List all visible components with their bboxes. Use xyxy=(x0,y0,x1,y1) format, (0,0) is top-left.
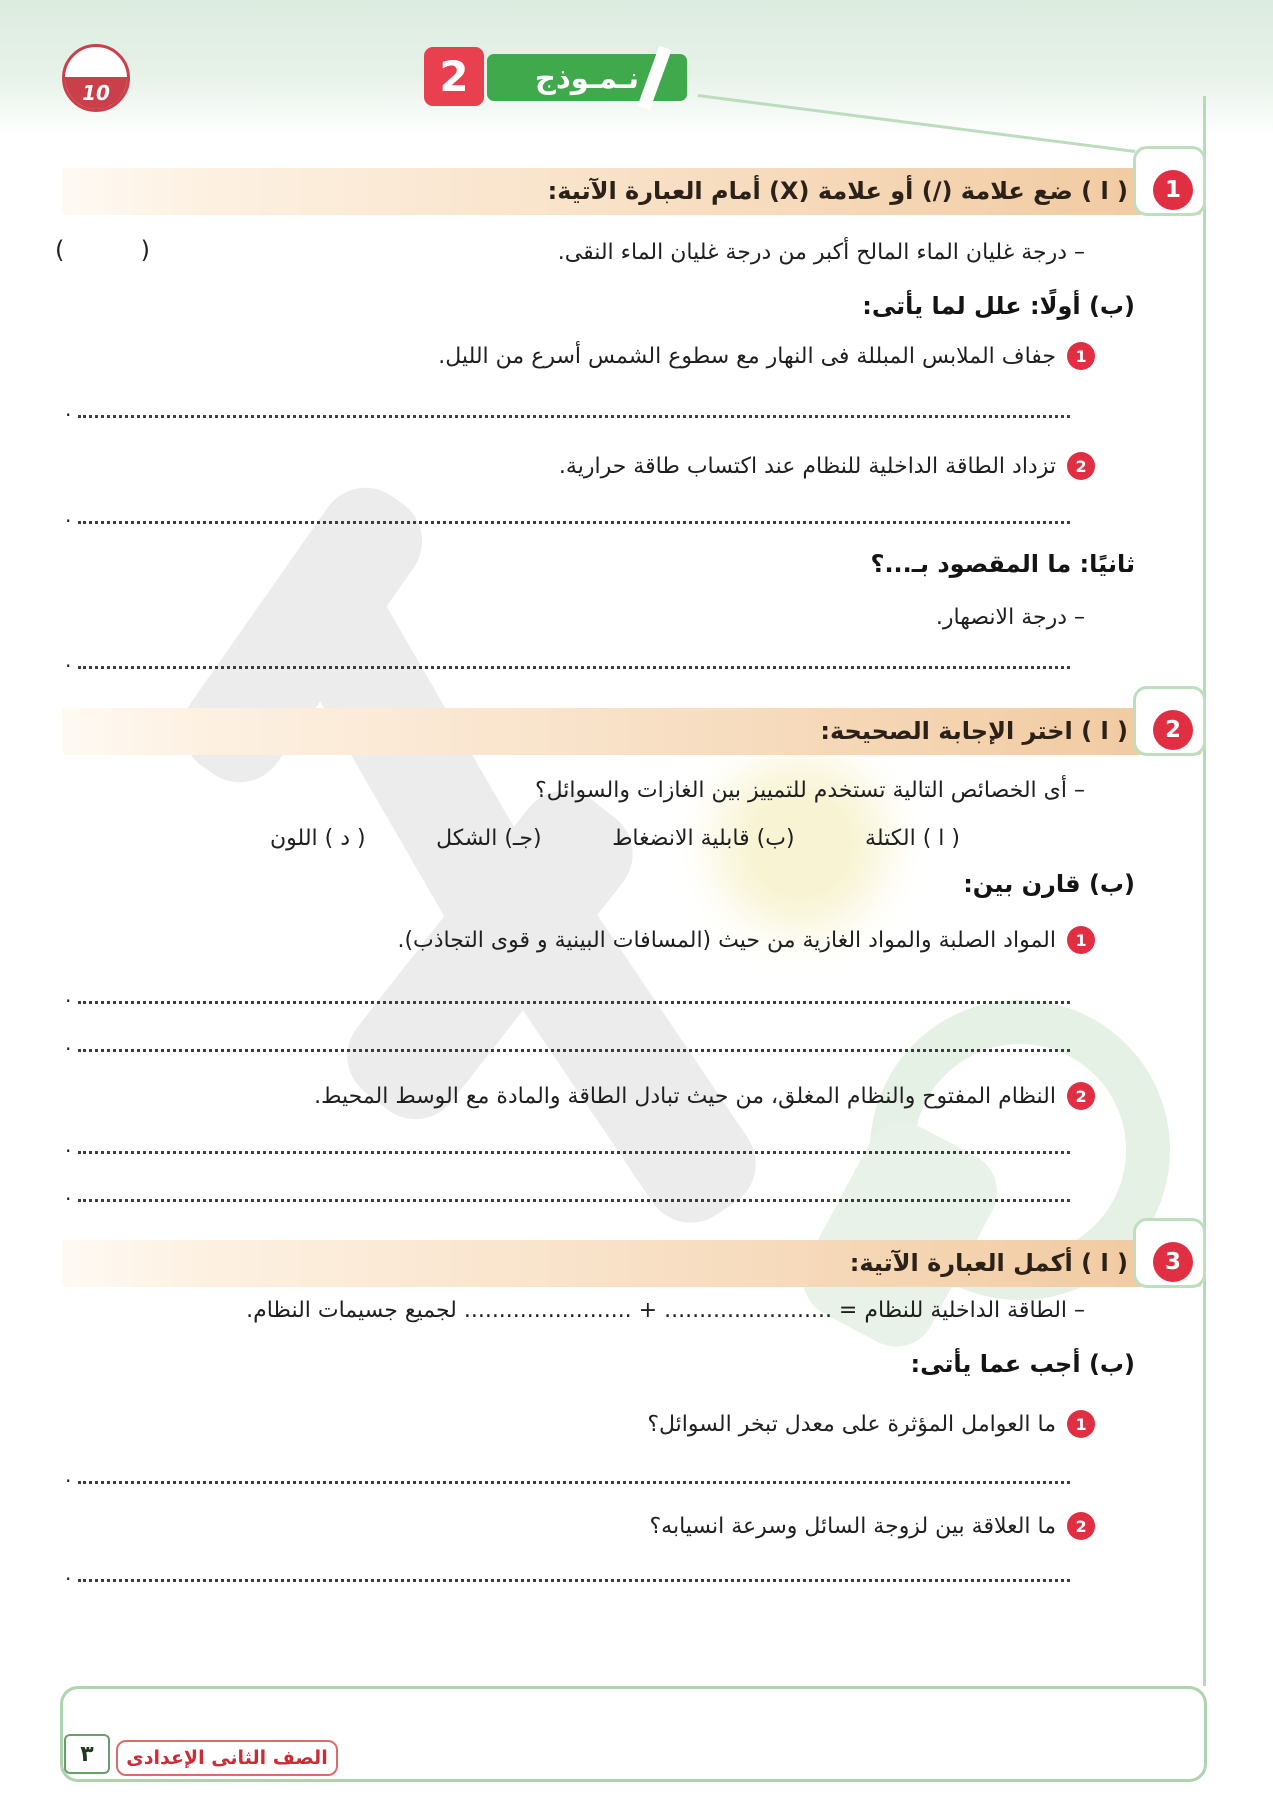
answer-item-1 xyxy=(647,1410,1095,1438)
item-number-badge: 1 xyxy=(1067,342,1095,370)
section-2-strip xyxy=(62,708,1202,755)
mcq-choice-d: ( د ) اللون xyxy=(270,826,366,851)
explain-item-1 xyxy=(438,342,1095,370)
completion-statement: – الطاقة الداخلية للنظام = ........................ + ........................ لجميع جسيمات النظام. xyxy=(246,1298,1085,1323)
item-number-badge: 2 xyxy=(1067,1512,1095,1540)
compare-item-1 xyxy=(397,926,1095,954)
explain-item-2-text: تزداد الطاقة الداخلية للنظام عند اكتساب طاقة حرارية. xyxy=(558,453,1056,479)
answer-item-2-text: ما العلاقة بين لزوجة السائل وسرعة انسيابه؟ xyxy=(649,1513,1056,1539)
mcq-question: – أى الخصائص التالية تستخدم للتمييز بين الغازات والسوائل؟ xyxy=(534,778,1085,803)
answer-dotted-line xyxy=(78,412,1070,418)
section-2-number-badge: 2 xyxy=(1153,710,1193,750)
compare-item-2-text: النظام المفتوح والنظام المغلق، من حيث تبادل الطاقة والمادة مع الوسط المحيط. xyxy=(314,1083,1056,1109)
item-number-badge: 1 xyxy=(1067,1410,1095,1438)
mcq-choice-a: ( ا ) الكتلة xyxy=(865,826,960,851)
subsection-compare-heading: (ب) قارن بين: xyxy=(963,870,1135,898)
answer-dotted-line xyxy=(78,518,1070,524)
section-3-header xyxy=(0,1218,1273,1290)
answer-dotted-line xyxy=(78,1478,1070,1484)
section-2-header xyxy=(0,686,1273,758)
subsection-answer-heading: (ب) أجب عما يأتى: xyxy=(910,1350,1135,1378)
subsection-explain-heading: (ب) أولًا: علل لما يأتى: xyxy=(862,292,1135,320)
section-2-title: ( ا ) اختر الإجابة الصحيحة: xyxy=(820,717,1128,745)
subsection-definition-heading: ثانيًا: ما المقصود بـ...؟ xyxy=(870,550,1135,578)
answer-dotted-line xyxy=(78,1576,1070,1582)
item-number-badge: 2 xyxy=(1067,1082,1095,1110)
section-1-title: ( ا ) ضع علامة (/) أو علامة (X) أمام العبارة الآتية: xyxy=(547,177,1128,205)
compare-item-1-text: المواد الصلبة والمواد الغازية من حيث (المسافات البينية و قوى التجاذب). xyxy=(397,927,1056,953)
explain-item-1-text: جفاف الملابس المبللة فى النهار مع سطوع الشمس أسرع من الليل. xyxy=(438,343,1056,369)
footer-grade-label: الصف الثانى الإعدادى xyxy=(116,1740,338,1776)
answer-item-2 xyxy=(649,1512,1095,1540)
item-number-badge: 2 xyxy=(1067,452,1095,480)
model-title-banner: نـمـوذج xyxy=(487,54,687,101)
mcq-choice-b: (ب) قابلية الانضغاط xyxy=(612,826,795,851)
answer-dotted-line xyxy=(78,663,1070,669)
explain-item-2 xyxy=(559,452,1095,480)
page-number-badge-value: 10 xyxy=(65,77,127,109)
mcq-choices-row xyxy=(270,826,960,851)
true-false-statement: – درجة غليان الماء المالح أكبر من درجة غليان الماء النقى. xyxy=(557,240,1085,265)
answer-parentheses: ( ) xyxy=(55,236,151,264)
section-1-header xyxy=(0,146,1273,218)
answer-dotted-line xyxy=(78,1196,1070,1202)
answer-item-1-text: ما العوامل المؤثرة على معدل تبخر السوائل؟ xyxy=(647,1411,1056,1437)
section-1-strip xyxy=(62,168,1202,215)
compare-item-2 xyxy=(314,1082,1095,1110)
model-number-box: 2 xyxy=(424,47,484,106)
mcq-choice-c: (جـ) الشكل xyxy=(436,826,542,851)
section-1-number-badge: 1 xyxy=(1153,170,1193,210)
right-vertical-line xyxy=(1203,96,1206,1686)
answer-dotted-line xyxy=(78,1148,1070,1154)
section-3-title: ( ا ) أكمل العبارة الآتية: xyxy=(849,1249,1128,1277)
definition-item: – درجة الانصهار. xyxy=(935,605,1085,630)
item-number-badge: 1 xyxy=(1067,926,1095,954)
page-number-badge xyxy=(62,44,130,112)
section-3-number-badge: 3 xyxy=(1153,1242,1193,1282)
section-3-strip xyxy=(62,1240,1202,1287)
answer-dotted-line xyxy=(78,998,1070,1004)
footer-page-number: ٣ xyxy=(64,1734,110,1774)
answer-dotted-line xyxy=(78,1046,1070,1052)
